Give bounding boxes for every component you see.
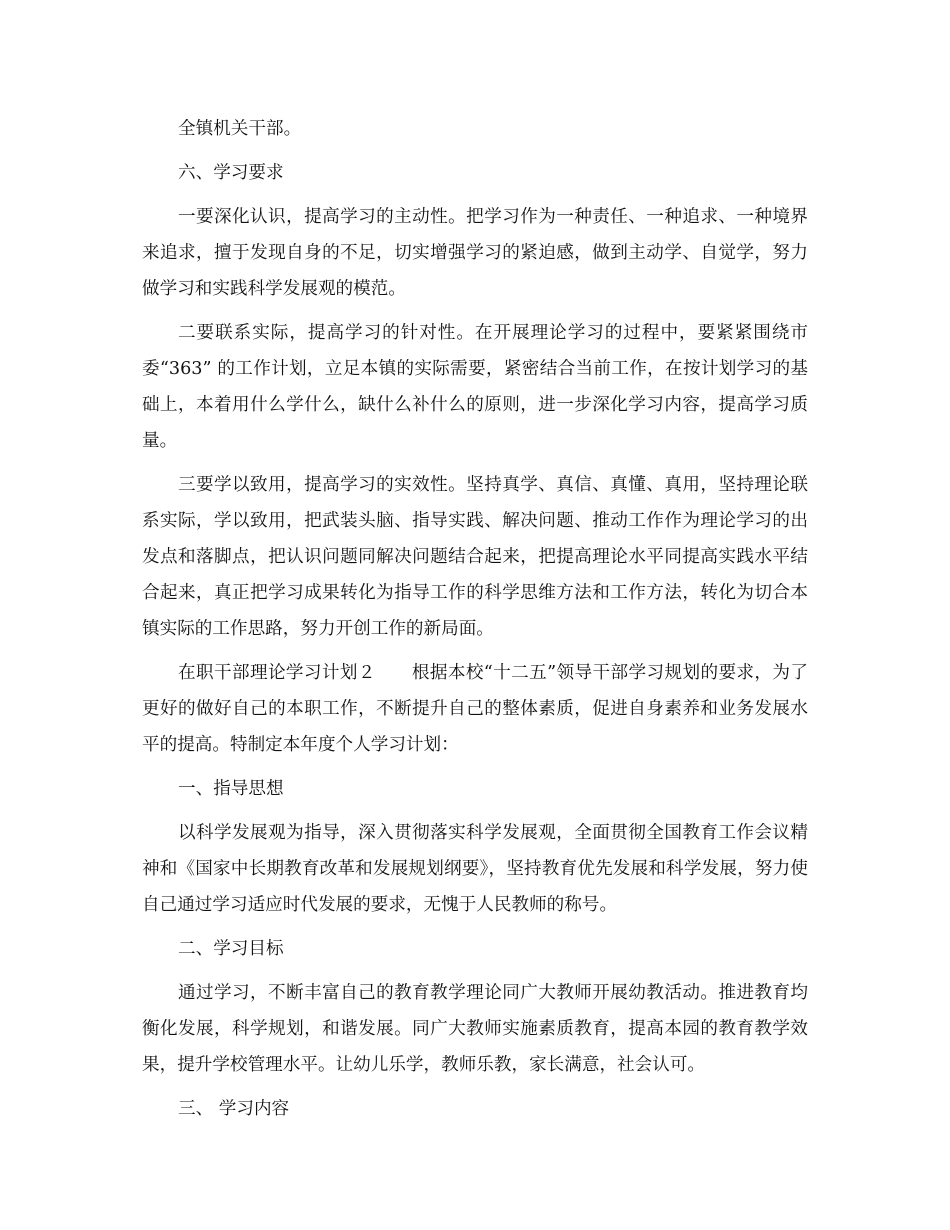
paragraph-requirement-2: 二要联系实际，提高学习的针对性。在开展理论学习的过程中，要紧紧围绕市委“363” 的工作计划，立足本镇的实际需要，紧密结合当前工作，在按计划学习的基础上，本着用什么学什么，缺什么补什么的原则，进一步深化学习内容，提高学习质量。 (142, 323, 808, 451)
paragraph-requirement-3: 三要学以致用，提高学习的实效性。坚持真学、真信、真懂、真用，坚持理论联系实际，学以致用，把武装头脑、指导实践、解决问题、推动工作作为理论学习的出发点和落脚点，把认识问题同解决问题结合起来，把提高理论水平同提高实践水平结合起来，真正把学习成果转化为指导工作的科学思维方法和工作方法，转化为切合本镇实际的工作思路，努力开创工作的新局面。 (142, 475, 808, 639)
paragraph-requirement-1: 一要深化认识，提高学习的主动性。把学习作为一种责任、一种追求、一种境界来追求，擅于发现自身的不足，切实增强学习的紧迫感，做到主动学、自觉学，努力做学习和实践科学发展观的模范。 (142, 207, 808, 299)
section-heading-study-goals: 二、学习目标 (178, 939, 284, 959)
paragraph-intro-tail: 全镇机关干部。 (178, 119, 302, 139)
document-body (142, 111, 808, 1135)
section-heading-study-content: 三、 学习内容 (178, 1099, 290, 1119)
section-heading-study-requirements: 六、学习要求 (178, 163, 284, 183)
section-heading-guiding-ideology: 一、指导思想 (178, 779, 284, 799)
paragraph-plan-2-intro: 在职干部理论学习计划２ 根据本校“十二五”领导干部学习规划的要求，为了更好的做好自己的本职工作，不断提升自己的整体素质，促进自身素养和业务发展水平的提高。特制定本年度个人学习计划： (142, 663, 808, 755)
paragraph-study-goals: 通过学习，不断丰富自己的教育教学理论同广大教师开展幼教活动。推进教育均衡化发展，科学规划，和谐发展。同广大教师实施素质教育，提高本园的教育教学效果，提升学校管理水平。让幼儿乐学，教师乐教，家长满意，社会认可。 (142, 983, 808, 1075)
paragraph-guiding-ideology: 以科学发展观为指导，深入贯彻落实科学发展观，全面贯彻全国教育工作会议精神和《国家中长期教育改革和发展规划纲要》，坚持教育优先发展和科学发展，努力使自己通过学习适应时代发展的要求，无愧于人民教师的称号。 (142, 823, 808, 915)
